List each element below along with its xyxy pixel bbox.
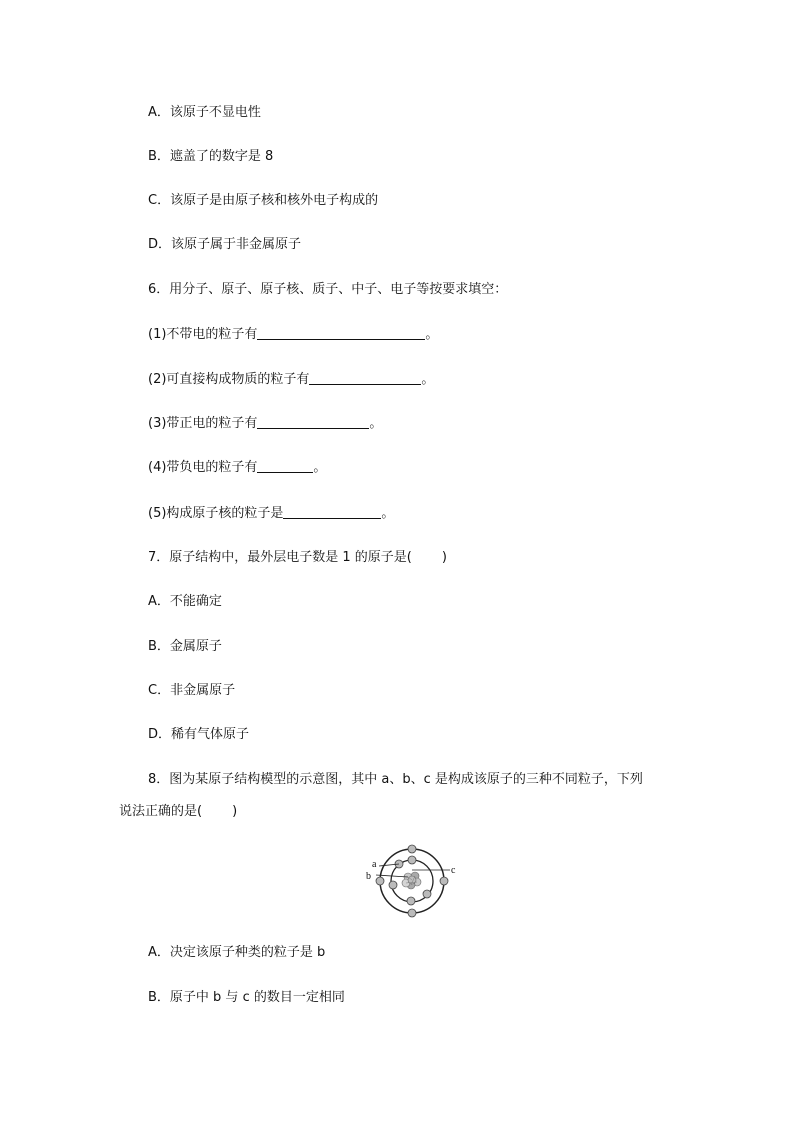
q5-option-c: C．该原子是由原子核和核外电子构成的 <box>148 193 379 208</box>
label-b: b <box>366 871 371 882</box>
answer-blank <box>309 370 421 385</box>
q7-stem <box>148 548 447 568</box>
q5-option-a: A．该原子不显电性 <box>148 105 261 120</box>
answer-blank <box>257 414 369 429</box>
q8-option-b: B．原子中 b 与 c 的数目一定相同 <box>148 990 345 1005</box>
electron <box>440 877 448 885</box>
q6-item-4 <box>148 458 326 478</box>
period: 。 <box>421 372 435 387</box>
label-c: c <box>451 865 456 876</box>
q6-item-5 <box>148 504 394 524</box>
q7-option-d: D．稀有气体原子 <box>148 727 250 742</box>
electron <box>423 890 431 898</box>
atom-model-svg <box>364 844 460 920</box>
electron <box>408 845 416 853</box>
q8-stem-line-1: 8．图为某原子结构模型的示意图，其中 a、b、c 是构成该原子的三种不同粒子，下列 <box>148 772 643 787</box>
period: 。 <box>425 327 439 342</box>
q5-option-d: D．该原子属于非金属原子 <box>148 237 302 252</box>
q7-option-a: A．不能确定 <box>148 594 222 609</box>
q6-item-3-text: (3)带正电的粒子有 <box>148 416 258 431</box>
answer-blank <box>257 325 425 340</box>
q6-item-2-text: (2)可直接构成物质的粒子有 <box>148 372 310 387</box>
q6-item-5-text: (5)构成原子核的粒子是 <box>148 506 284 521</box>
q8-option-a: A．决定该原子种类的粒子是 b <box>148 945 326 960</box>
q8-stem-line-2 <box>119 802 237 822</box>
q7-option-c: C．非金属原子 <box>148 683 236 698</box>
electron <box>389 881 397 889</box>
q7-close-paren: ) <box>441 550 447 565</box>
q7-option-b: B．金属原子 <box>148 639 222 654</box>
q6-item-1-text: (1)不带电的粒子有 <box>148 327 258 342</box>
electron <box>408 909 416 917</box>
q6-stem: 6．用分子、原子、原子核、质子、中子、电子等按要求填空： <box>148 282 508 297</box>
q6-item-1 <box>148 325 438 345</box>
q6-item-2 <box>148 370 434 390</box>
q8-stem-line-2-text: 说法正确的是( <box>119 804 203 819</box>
q5-option-b: B．遮盖了的数字是 8 <box>148 149 274 164</box>
answer-blank <box>257 458 313 473</box>
q7-stem-text: 7．原子结构中，最外层电子数是 1 的原子是( <box>148 550 412 565</box>
atom-structure-diagram <box>364 844 460 920</box>
period: 。 <box>313 460 327 475</box>
period: 。 <box>381 506 395 521</box>
q8-close-paren: ) <box>232 804 238 819</box>
period: 。 <box>369 416 383 431</box>
answer-blank <box>283 504 381 519</box>
electron <box>407 897 415 905</box>
label-a: a <box>372 859 377 870</box>
electron <box>408 856 416 864</box>
nucleus <box>402 872 421 889</box>
electron <box>376 877 384 885</box>
q6-item-3 <box>148 414 382 434</box>
q6-item-4-text: (4)带负电的粒子有 <box>148 460 258 475</box>
